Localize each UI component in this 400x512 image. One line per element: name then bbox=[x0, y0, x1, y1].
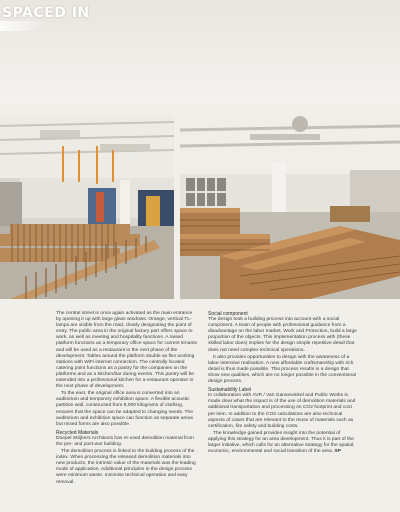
interior-photo-left bbox=[0, 116, 174, 299]
body-text: The knowledge gained provides insight into the potential of applying this strategy for an area development. Thus it is part of the larger initiative, which calls for an alternative strategy for the spatial, economic, environmental and social transition of the area. bbox=[208, 430, 355, 455]
article-column-left bbox=[56, 311, 198, 487]
interior-photo-right bbox=[180, 116, 400, 299]
body-paragraph: In collaboration with AVR / Van Gansewinkel and Public Works is made clear what the impact is of the use of demolition materials and additional transportation and processing on CO2 footprint and cost per item. In addition to the CO2 calculations are also technical aspects of cases that are relevant to the reuse of materials such as certification, fire safety and building costs. bbox=[208, 393, 356, 429]
interior-photo-left-graphic bbox=[0, 116, 174, 299]
end-mark: SP bbox=[334, 449, 341, 455]
body-paragraph: Doepel Strijkers Architects has re-used demolition material from the pre- and post-war building. bbox=[56, 435, 194, 447]
section-heading-social-component: Social component bbox=[208, 311, 248, 317]
body-paragraph: The central street is once again activated as the main entrance by opening it up with large glass windows. Orange, vertical TL-lamps are visible from the road, clearly designating the point of entry. The public area in the original factory part offers space to work, as well as meeting and hospitality functions. A raised platform functions as a temporary office space for current tenants and will be used as a restaurant in the next phase of the development. Tables around the platform double as flex working stations with WiFi internet connection. The centrally located catering point functions as a pantry for the companies on the platforms and as a kitchen/bar during events. This pantry will be extended into a professional kitchen for a restaurant operator in the next phase of development. bbox=[56, 311, 197, 390]
body-paragraph-final bbox=[208, 431, 358, 455]
article-column-right bbox=[208, 311, 358, 456]
section-heading-recycled-materials: Recycled Materials bbox=[56, 429, 99, 436]
magazine-logo: SPACED IN bbox=[2, 5, 90, 21]
section-heading-sustainability-label: Sustainability Label bbox=[208, 387, 252, 394]
body-paragraph: The demolition process is linked to the building process of the index. When processing the released demolition materials into new products, the intrinsic value of the materials was the leading mode of application. Additional principles in the design process were minimum waste, minimise technical operation and easy removal. bbox=[56, 449, 196, 485]
body-paragraph: The design took a building process into account with a social component. A team of people with professional guidance from a disadvantage on the labor market, Work and Protection, build a large proportion of the objects. This implementation process with (these skilled labor does) implies for the design simple repetitive detail that does not need complex technical operations. bbox=[208, 317, 357, 353]
body-paragraph: To the east, the original office area is converted into an auditorium and temporary exhibition space. A flexible acoustic partition wall, constructed from 8,000 kilograms of clothing, ensures that the space can be adapted to changing needs. The auditorium and exhibition space can function as separate areas but mixed forms are also possible. bbox=[56, 391, 194, 427]
body-paragraph: It also provides opportunities to design with the awareness of a labor-intensive realisation. A new affordable craftsmanship with rich detail is thus made possible. This process results in a design that show new qualities, which are no longer possible in the conventional design process. bbox=[208, 354, 356, 385]
interior-photo-right-graphic bbox=[180, 116, 400, 299]
